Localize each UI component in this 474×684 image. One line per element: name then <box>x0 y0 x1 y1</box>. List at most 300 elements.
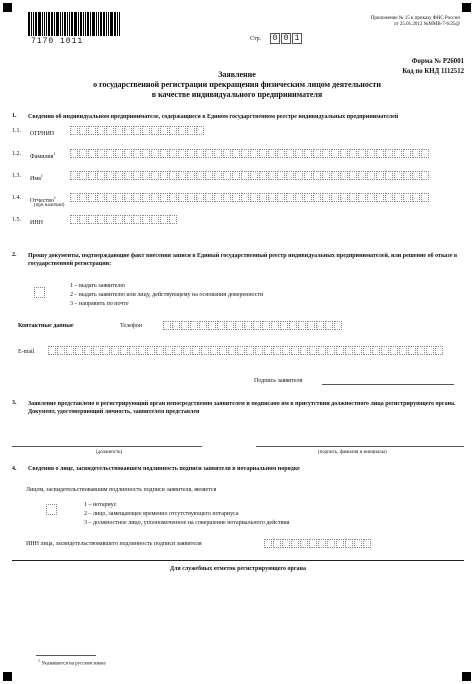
entry-cell[interactable] <box>160 171 168 180</box>
field-label-text: Имя <box>30 176 41 182</box>
entry-cell[interactable] <box>106 149 114 158</box>
entry-cell[interactable] <box>208 321 216 330</box>
field-label-text: Отчество <box>30 198 54 204</box>
section3-number: 3. <box>12 400 17 406</box>
entry-cell[interactable] <box>196 193 204 202</box>
entry-cell[interactable] <box>160 126 168 135</box>
official-signature-line[interactable] <box>256 446 464 447</box>
entry-cell[interactable] <box>169 171 177 180</box>
notary-option-cell[interactable] <box>46 504 58 515</box>
entry-cell[interactable] <box>354 539 362 548</box>
entry-cell[interactable] <box>106 193 114 202</box>
entry-cell[interactable] <box>291 539 299 548</box>
entry-cell[interactable] <box>79 126 87 135</box>
entry-cell[interactable] <box>291 346 299 355</box>
entry-cell[interactable] <box>316 321 324 330</box>
entry-cell[interactable] <box>169 193 177 202</box>
entry-cell[interactable] <box>160 149 168 158</box>
entry-cell[interactable] <box>349 193 357 202</box>
entry-cell[interactable] <box>277 149 285 158</box>
entry-cell[interactable] <box>111 346 119 355</box>
entry-cell[interactable] <box>66 346 74 355</box>
field-note: (при наличии) <box>34 203 65 208</box>
entry-cell[interactable] <box>295 171 303 180</box>
entry-cell[interactable] <box>277 193 285 202</box>
entry-cell[interactable] <box>165 346 173 355</box>
entry-cell[interactable] <box>322 149 330 158</box>
entry-cell[interactable] <box>336 539 344 548</box>
entry-cell[interactable] <box>309 539 317 548</box>
entry-cell[interactable] <box>340 149 348 158</box>
footnote-mark: 1 <box>38 658 40 663</box>
entry-cell[interactable] <box>160 215 168 224</box>
field-label <box>30 128 54 137</box>
entry-cell[interactable] <box>421 171 429 180</box>
entry-cell[interactable] <box>79 149 87 158</box>
form-number: Форма № Р26001 <box>411 58 464 65</box>
section1-number: 1. <box>12 113 17 119</box>
entry-cell[interactable] <box>120 346 128 355</box>
entry-cell[interactable] <box>147 346 155 355</box>
notary-option: 1 – нотариус <box>84 502 117 508</box>
entry-cell[interactable] <box>57 346 65 355</box>
entry-cell[interactable] <box>318 539 326 548</box>
entry-cell[interactable] <box>187 171 195 180</box>
entry-cell[interactable] <box>97 126 105 135</box>
entry-cell[interactable] <box>250 149 258 158</box>
entry-cell[interactable] <box>124 171 132 180</box>
entry-cell[interactable] <box>349 149 357 158</box>
notary-options <box>84 501 289 528</box>
field-label <box>30 151 55 160</box>
field-cells[interactable] <box>70 171 430 180</box>
entry-cell[interactable] <box>385 149 393 158</box>
entry-cell[interactable] <box>394 149 402 158</box>
barcode-stripe <box>42 12 43 36</box>
entry-cell[interactable] <box>88 149 96 158</box>
entry-cell[interactable] <box>190 321 198 330</box>
entry-cell[interactable] <box>174 346 182 355</box>
barcode-stripe <box>64 12 66 36</box>
entry-cell[interactable] <box>304 193 312 202</box>
entry-cell[interactable] <box>97 171 105 180</box>
barcode-stripe <box>35 12 37 36</box>
entry-cell[interactable] <box>273 539 281 548</box>
entry-cell[interactable] <box>241 149 249 158</box>
phone-cells[interactable] <box>163 321 343 330</box>
entry-cell[interactable] <box>280 321 288 330</box>
entry-cell[interactable] <box>426 346 434 355</box>
entry-cell[interactable] <box>156 346 164 355</box>
barcode-stripe <box>119 12 120 36</box>
entry-cell[interactable] <box>70 215 78 224</box>
notary-option: 2 – лицо, замещающее временно отсутствующего нотариуса <box>84 511 239 517</box>
field-number: 1.5. <box>12 217 21 223</box>
entry-cell[interactable] <box>250 171 258 180</box>
barcode-stripe <box>96 12 97 36</box>
entry-cell[interactable] <box>385 171 393 180</box>
entry-cell[interactable] <box>124 215 132 224</box>
entry-cell[interactable] <box>286 149 294 158</box>
corner-marker-bottom-left <box>3 672 12 681</box>
entry-cell[interactable] <box>205 149 213 158</box>
entry-cell[interactable] <box>151 126 159 135</box>
entry-cell[interactable] <box>412 193 420 202</box>
entry-cell[interactable] <box>232 193 240 202</box>
notary-inn-cells[interactable] <box>264 539 372 548</box>
entry-cell[interactable] <box>403 193 411 202</box>
entry-cell[interactable] <box>334 321 342 330</box>
entry-cell[interactable] <box>367 193 375 202</box>
entry-cell[interactable] <box>187 193 195 202</box>
entry-cell[interactable] <box>313 149 321 158</box>
entry-cell[interactable] <box>322 171 330 180</box>
entry-cell[interactable] <box>79 171 87 180</box>
entry-cell[interactable] <box>142 126 150 135</box>
entry-cell[interactable] <box>241 171 249 180</box>
barcode-stripe <box>114 12 116 36</box>
corner-marker-bottom-right <box>462 672 471 681</box>
barcode-stripe <box>78 12 79 36</box>
entry-cell[interactable] <box>199 321 207 330</box>
barcode-stripe <box>83 12 84 36</box>
entry-cell[interactable] <box>304 171 312 180</box>
entry-cell[interactable] <box>124 149 132 158</box>
entry-cell[interactable] <box>295 149 303 158</box>
entry-cell[interactable] <box>403 149 411 158</box>
entry-cell[interactable] <box>282 539 290 548</box>
entry-cell[interactable] <box>160 193 168 202</box>
field-footnote-mark: 1 <box>53 195 56 200</box>
corner-marker-top-right <box>462 3 471 12</box>
entry-cell[interactable] <box>412 171 420 180</box>
entry-cell[interactable] <box>178 193 186 202</box>
entry-cell[interactable] <box>300 346 308 355</box>
entry-cell[interactable] <box>133 149 141 158</box>
barcode-stripe <box>85 12 86 36</box>
entry-cell[interactable] <box>246 346 254 355</box>
entry-cell[interactable] <box>151 171 159 180</box>
entry-cell[interactable] <box>106 126 114 135</box>
service-heading: Для служебных отметок регистрирующего органа <box>169 566 307 572</box>
entry-cell[interactable] <box>298 321 306 330</box>
entry-cell[interactable] <box>336 346 344 355</box>
entry-cell[interactable] <box>129 346 137 355</box>
field-cells[interactable] <box>70 215 178 224</box>
entry-cell[interactable] <box>340 193 348 202</box>
delivery-option-cell[interactable] <box>34 287 46 298</box>
barcode-stripe <box>54 12 55 36</box>
entry-cell[interactable] <box>97 149 105 158</box>
entry-cell[interactable] <box>138 346 146 355</box>
entry-cell[interactable] <box>253 321 261 330</box>
entry-cell[interactable] <box>435 346 443 355</box>
entry-cell[interactable] <box>187 126 195 135</box>
entry-cell[interactable] <box>295 193 303 202</box>
entry-cell[interactable] <box>70 193 78 202</box>
entry-cell[interactable] <box>124 193 132 202</box>
entry-cell[interactable] <box>345 539 353 548</box>
entry-cell[interactable] <box>205 193 213 202</box>
barcode-stripe <box>106 12 107 36</box>
entry-cell[interactable] <box>318 346 326 355</box>
entry-cell[interactable] <box>115 149 123 158</box>
barcode-stripe <box>74 12 77 36</box>
entry-cell[interactable] <box>97 193 105 202</box>
entry-cell[interactable] <box>313 171 321 180</box>
entry-cell[interactable] <box>219 346 227 355</box>
title-line: о государственной регистрации прекращения физическим лицом деятельности <box>93 80 381 89</box>
entry-cell[interactable] <box>244 321 252 330</box>
entry-cell[interactable] <box>178 149 186 158</box>
entry-cell[interactable] <box>259 193 267 202</box>
entry-cell[interactable] <box>115 215 123 224</box>
entry-cell[interactable] <box>376 193 384 202</box>
entry-cell[interactable] <box>106 171 114 180</box>
field-label-text: Фамилия <box>30 154 54 160</box>
entry-cell[interactable] <box>399 346 407 355</box>
entry-cell[interactable] <box>325 321 333 330</box>
barcode-stripe <box>46 12 47 36</box>
entry-cell[interactable] <box>367 149 375 158</box>
entry-cell[interactable] <box>133 171 141 180</box>
entry-cell[interactable] <box>201 346 209 355</box>
entry-cell[interactable] <box>381 346 389 355</box>
section2-number: 2. <box>12 252 17 258</box>
entry-cell[interactable] <box>271 321 279 330</box>
entry-cell[interactable] <box>79 193 87 202</box>
entry-cell[interactable] <box>385 193 393 202</box>
entry-cell[interactable] <box>421 193 429 202</box>
entry-cell[interactable] <box>226 321 234 330</box>
entry-cell[interactable] <box>214 193 222 202</box>
entry-cell[interactable] <box>151 149 159 158</box>
entry-cell[interactable] <box>210 346 218 355</box>
entry-cell[interactable] <box>192 346 200 355</box>
entry-cell[interactable] <box>223 149 231 158</box>
entry-cell[interactable] <box>70 149 78 158</box>
entry-cell[interactable] <box>412 149 420 158</box>
field-cells[interactable] <box>70 149 430 158</box>
entry-cell[interactable] <box>349 171 357 180</box>
field-cells[interactable] <box>70 193 430 202</box>
entry-cell[interactable] <box>48 346 56 355</box>
entry-cell[interactable] <box>187 149 195 158</box>
entry-cell[interactable] <box>264 346 272 355</box>
entry-cell[interactable] <box>327 539 335 548</box>
position-caption: (должность) <box>96 450 123 455</box>
field-number: 1.3. <box>12 173 21 179</box>
field-number: 1.1. <box>12 128 21 134</box>
entry-cell[interactable] <box>268 171 276 180</box>
entry-cell[interactable] <box>97 215 105 224</box>
entry-cell[interactable] <box>289 321 297 330</box>
entry-cell[interactable] <box>75 346 83 355</box>
entry-cell[interactable] <box>309 346 317 355</box>
entry-cell[interactable] <box>286 193 294 202</box>
entry-cell[interactable] <box>88 126 96 135</box>
entry-cell[interactable] <box>93 346 101 355</box>
entry-cell[interactable] <box>390 346 398 355</box>
delivery-option: 3 – направить по почте <box>70 301 129 307</box>
entry-cell[interactable] <box>102 346 110 355</box>
page-digit-cell[interactable]: 0 <box>281 33 291 44</box>
barcode-stripe <box>56 12 59 36</box>
barcode-stripe <box>31 12 32 36</box>
field-label <box>30 217 43 226</box>
entry-cell[interactable] <box>363 346 371 355</box>
entry-cell[interactable] <box>262 321 270 330</box>
entry-cell[interactable] <box>133 215 141 224</box>
entry-cell[interactable] <box>327 346 335 355</box>
entry-cell[interactable] <box>367 171 375 180</box>
entry-cell[interactable] <box>88 171 96 180</box>
entry-cell[interactable] <box>142 171 150 180</box>
entry-cell[interactable] <box>417 346 425 355</box>
entry-cell[interactable] <box>277 171 285 180</box>
entry-cell[interactable] <box>142 215 150 224</box>
barcode-stripe <box>80 12 82 36</box>
order-reference-line: Приложение № 15 к приказу ФНС России <box>370 16 460 21</box>
corner-marker-top-left <box>3 3 12 12</box>
entry-cell[interactable] <box>255 346 263 355</box>
entry-cell[interactable] <box>151 215 159 224</box>
entry-cell[interactable] <box>178 126 186 135</box>
barcode-stripe <box>69 12 70 36</box>
entry-cell[interactable] <box>237 346 245 355</box>
entry-cell[interactable] <box>163 321 171 330</box>
barcode-stripe <box>67 12 68 36</box>
signature-line[interactable] <box>322 384 454 385</box>
entry-cell[interactable] <box>228 346 236 355</box>
entry-cell[interactable] <box>372 346 380 355</box>
entry-cell[interactable] <box>358 171 366 180</box>
entry-cell[interactable] <box>313 193 321 202</box>
entry-cell[interactable] <box>183 346 191 355</box>
signature-label: Подпись заявителя <box>254 378 303 384</box>
entry-cell[interactable] <box>214 171 222 180</box>
field-cells[interactable] <box>70 126 205 135</box>
email-cells[interactable] <box>48 346 444 355</box>
phone-label: Телефон <box>120 323 142 329</box>
entry-cell[interactable] <box>394 171 402 180</box>
entry-cell[interactable] <box>363 539 371 548</box>
entry-cell[interactable] <box>88 215 96 224</box>
entry-cell[interactable] <box>88 193 96 202</box>
entry-cell[interactable] <box>172 321 180 330</box>
entry-cell[interactable] <box>300 539 308 548</box>
entry-cell[interactable] <box>115 126 123 135</box>
entry-cell[interactable] <box>354 346 362 355</box>
entry-cell[interactable] <box>151 193 159 202</box>
entry-cell[interactable] <box>214 149 222 158</box>
delivery-options <box>70 282 263 309</box>
barcode-stripe <box>33 12 34 36</box>
entry-cell[interactable] <box>196 149 204 158</box>
email-label: E-mail <box>18 349 35 355</box>
entry-cell[interactable] <box>331 149 339 158</box>
delivery-option: 1 – выдать заявителю <box>70 283 125 289</box>
entry-cell[interactable] <box>70 171 78 180</box>
entry-cell[interactable] <box>241 193 249 202</box>
entry-cell[interactable] <box>196 171 204 180</box>
entry-cell[interactable] <box>133 126 141 135</box>
entry-cell[interactable] <box>304 149 312 158</box>
entry-cell[interactable] <box>106 215 114 224</box>
entry-cell[interactable] <box>79 215 87 224</box>
entry-cell[interactable] <box>345 346 353 355</box>
entry-cell[interactable] <box>178 171 186 180</box>
barcode-stripe <box>103 12 105 36</box>
entry-cell[interactable] <box>235 321 243 330</box>
entry-cell[interactable] <box>286 171 294 180</box>
entry-cell[interactable] <box>124 126 132 135</box>
entry-cell[interactable] <box>223 171 231 180</box>
notary-option: 3 – должностное лицо, уполномоченное на совершение нотариального действия <box>84 520 290 526</box>
barcode-stripe <box>48 12 50 36</box>
entry-cell[interactable] <box>421 149 429 158</box>
entry-cell[interactable] <box>307 321 315 330</box>
entry-cell[interactable] <box>115 171 123 180</box>
barcode-stripe <box>71 12 73 36</box>
entry-cell[interactable] <box>376 149 384 158</box>
entry-cell[interactable] <box>268 193 276 202</box>
entry-cell[interactable] <box>264 539 272 548</box>
entry-cell[interactable] <box>273 346 281 355</box>
page-digit-cell[interactable]: 0 <box>270 33 280 44</box>
entry-cell[interactable] <box>217 321 225 330</box>
entry-cell[interactable] <box>322 193 330 202</box>
entry-cell[interactable] <box>142 149 150 158</box>
entry-cell[interactable] <box>70 126 78 135</box>
entry-cell[interactable] <box>250 193 258 202</box>
entry-cell[interactable] <box>232 149 240 158</box>
entry-cell[interactable] <box>84 346 92 355</box>
entry-cell[interactable] <box>205 171 213 180</box>
entry-cell[interactable] <box>196 126 204 135</box>
entry-cell[interactable] <box>376 171 384 180</box>
entry-cell[interactable] <box>115 193 123 202</box>
entry-cell[interactable] <box>331 193 339 202</box>
field-label <box>30 173 43 182</box>
position-line[interactable] <box>12 446 202 447</box>
entry-cell[interactable] <box>403 171 411 180</box>
section2-heading: Прошу документы, подтверждающие факт внесения записи в Единый государственный реестр индивидуальных предпринимателей, или решение об отказе в государственной регистрации: <box>28 253 458 267</box>
entry-cell[interactable] <box>259 149 267 158</box>
entry-cell[interactable] <box>169 149 177 158</box>
entry-cell[interactable] <box>358 149 366 158</box>
entry-cell[interactable] <box>169 215 177 224</box>
entry-cell[interactable] <box>133 193 141 202</box>
entry-cell[interactable] <box>181 321 189 330</box>
entry-cell[interactable] <box>223 193 231 202</box>
entry-cell[interactable] <box>259 171 267 180</box>
entry-cell[interactable] <box>340 171 348 180</box>
entry-cell[interactable] <box>408 346 416 355</box>
section4-heading: Сведения о лице, засвидетельствовавшем подлинность подписи заявителя в нотариальном порядке <box>28 466 300 472</box>
entry-cell[interactable] <box>142 193 150 202</box>
entry-cell[interactable] <box>268 149 276 158</box>
entry-cell[interactable] <box>394 193 402 202</box>
entry-cell[interactable] <box>169 126 177 135</box>
entry-cell[interactable] <box>331 171 339 180</box>
entry-cell[interactable] <box>282 346 290 355</box>
entry-cell[interactable] <box>232 171 240 180</box>
page-digit-cell[interactable]: 1 <box>292 33 302 44</box>
barcode-stripe <box>117 12 118 36</box>
entry-cell[interactable] <box>358 193 366 202</box>
page-number-cells <box>270 33 303 44</box>
